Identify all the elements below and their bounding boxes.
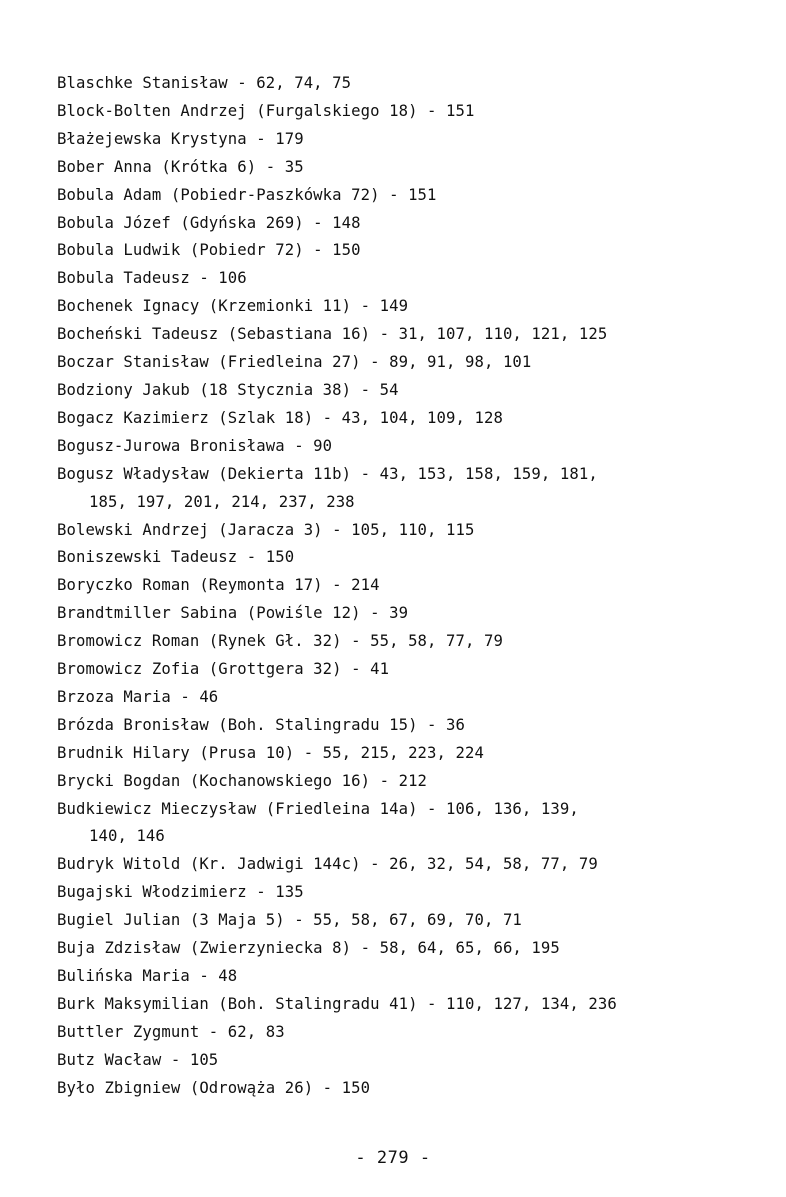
index-entry [57,433,757,461]
index-entry [57,1019,757,1047]
index-entry [57,600,757,628]
index-entry-text: Bobula Adam (Pobiedr-Paszkówka 72) - 151 [57,185,437,204]
index-entry [57,935,757,963]
index-entry-text: Brudnik Hilary (Prusa 10) - 55, 215, 223, 224 [57,743,484,762]
index-entry-text: Buja Zdzisław (Zwierzyniecka 8) - 58, 64, 65, 66, 195 [57,939,560,958]
index-entry-text: Bobula Józef (Gdyńska 269) - 148 [57,213,361,232]
index-entry [57,740,757,768]
index-entry-text: Bogacz Kazimierz (Szlak 18) - 43, 104, 109, 128 [57,408,503,427]
index-entry-text: Buttler Zygmunt - 62, 83 [57,1022,285,1041]
index-entry [57,265,757,293]
index-entry [57,879,757,907]
index-entry-text: Bochenek Ignacy (Krzemionki 11) - 149 [57,297,409,316]
index-entry-text: Brandtmiller Sabina (Powiśle 12) - 39 [57,604,409,623]
index-entry [57,684,757,712]
index-entry [57,405,757,433]
index-entry [57,572,757,600]
index-entry-text: Budryk Witold (Kr. Jadwigi 144c) - 26, 32, 54, 58, 77, 79 [57,855,598,874]
index-entry-text: Bromowicz Zofia (Grottgera 32) - 41 [57,660,390,679]
index-entry [57,237,757,265]
index-entry [57,321,757,349]
name-index-list [57,70,757,1103]
index-entry [57,544,757,572]
index-entry-text: Błażejewska Krystyna - 179 [57,129,304,148]
index-entry [57,293,757,321]
index-entry [57,349,757,377]
index-entry-text: Bogusz Władysław (Dekierta 11b) - 43, 153, 158, 159, 181, [57,464,598,483]
index-entry-text: Bobula Ludwik (Pobiedr 72) - 150 [57,241,361,260]
index-entry [57,126,757,154]
index-entry [57,182,757,210]
index-entry [57,628,757,656]
index-entry-text: Brzoza Maria - 46 [57,687,219,706]
index-entry [57,1047,757,1075]
index-entry-text: Bromowicz Roman (Rynek Gł. 32) - 55, 58, 77, 79 [57,632,503,651]
index-entry [57,1075,757,1103]
index-entry-text: Bogusz-Jurowa Bronisława - 90 [57,436,333,455]
index-entry [57,712,757,740]
index-entry [57,210,757,238]
index-entry [57,656,757,684]
index-entry-text: Brózda Bronisław (Boh. Stalingradu 15) - 36 [57,715,465,734]
index-entry [57,991,757,1019]
index-entry-text: Bodziony Jakub (18 Stycznia 38) - 54 [57,380,399,399]
index-entry-continuation: 185, 197, 201, 214, 237, 238 [89,492,355,511]
index-entry [57,851,757,879]
index-entry-text: Burk Maksymilian (Boh. Stalingradu 41) - 110, 127, 134, 236 [57,994,617,1013]
index-entry-text: Boryczko Roman (Reymonta 17) - 214 [57,576,380,595]
index-entry-text: Bober Anna (Krótka 6) - 35 [57,157,304,176]
index-entry [57,796,757,852]
index-entry-text: Butz Wacław - 105 [57,1050,219,1069]
index-entry [57,154,757,182]
index-entry [57,768,757,796]
index-entry [57,517,757,545]
index-entry-text: Boczar Stanisław (Friedleina 27) - 89, 91, 98, 101 [57,353,532,372]
index-entry-text: Bugajski Włodzimierz - 135 [57,883,304,902]
index-entry [57,907,757,935]
index-entry-text: Brycki Bogdan (Kochanowskiego 16) - 212 [57,771,428,790]
index-entry-text: Budkiewicz Mieczysław (Friedleina 14a) - 106, 136, 139, [57,799,579,818]
index-entry-continuation: 140, 146 [89,827,165,846]
index-entry-text: Boniszewski Tadeusz - 150 [57,548,295,567]
index-entry-text: Blaschke Stanisław - 62, 74, 75 [57,74,352,92]
index-entry-text: Było Zbigniew (Odrowąża 26) - 150 [57,1078,371,1097]
page-number: - 279 - [355,1148,431,1168]
index-entry-text: Block-Bolten Andrzej (Furgalskiego 18) - 151 [57,101,475,120]
index-entry [57,377,757,405]
index-entry [57,70,757,98]
index-entry-text: Bolewski Andrzej (Jaracza 3) - 105, 110, 115 [57,520,475,539]
index-entry [57,461,757,517]
index-entry-text: Bulińska Maria - 48 [57,967,238,985]
index-entry [57,98,757,126]
index-entry-text: Bobula Tadeusz - 106 [57,269,247,288]
index-entry [57,963,757,991]
index-entry-text: Bugiel Julian (3 Maja 5) - 55, 58, 67, 69, 70, 71 [57,911,522,930]
index-entry-text: Bocheński Tadeusz (Sebastiana 16) - 31, 107, 110, 121, 125 [57,325,608,344]
